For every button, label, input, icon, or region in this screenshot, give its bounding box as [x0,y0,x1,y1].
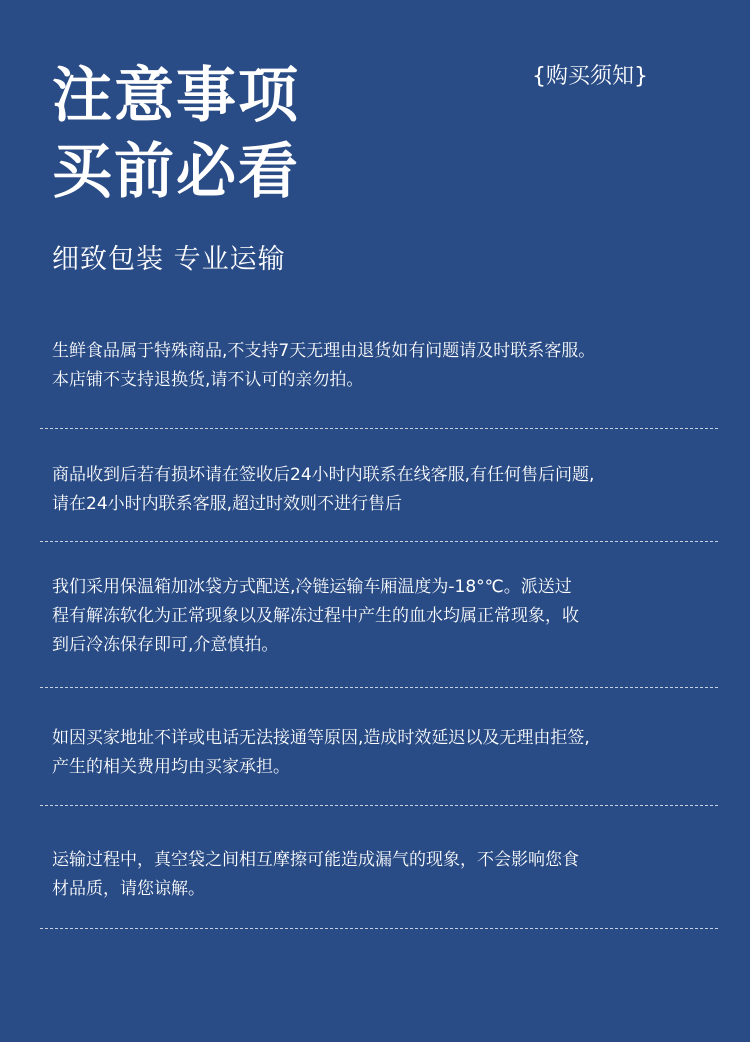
page-title [52,58,300,210]
notice-line: 程有解冻软化为正常现象以及解冻过程中产生的血水均属正常现象，收 [52,606,579,626]
subtitle: 细致包装 专业运输 [52,244,286,275]
notice-item [52,461,712,519]
notice-item [52,846,712,904]
dashed-divider [40,428,718,429]
title-line-1: 注意事项 [52,61,300,131]
notice-line: 到后冷冻保存即可,介意慎拍。 [52,635,279,655]
notice-line: 我们采用保温箱加冰袋方式配送,冷链运输车厢温度为-18°℃。派送过 [52,577,572,597]
dashed-divider [40,687,718,688]
notice-item [52,724,712,782]
notice-line: 材品质，请您谅解。 [52,879,205,899]
notice-item [52,573,712,660]
dashed-divider [40,805,718,806]
dashed-divider [40,541,718,542]
notice-line: 本店铺不支持退换货,请不认可的亲勿拍。 [52,370,364,390]
notice-line: 商品收到后若有损坏请在签收后24小时内联系在线客服,有任何售后问题, [52,465,595,485]
notice-line: 运输过程中，真空袋之间相互摩擦可能造成漏气的现象，不会影响您食 [52,850,579,870]
title-line-2: 买前必看 [52,137,300,207]
notice-line: 请在24小时内联系客服,超过时效则不进行售后 [52,494,403,514]
notice-line: 产生的相关费用均由买家承担。 [52,757,290,777]
notice-item [52,337,712,395]
purchase-notice-tag: {购买须知} [532,64,648,89]
dashed-divider [40,928,718,929]
notice-line: 生鲜食品属于特殊商品,不支持7天无理由退货如有问题请及时联系客服。 [52,341,596,361]
notice-line: 如因买家地址不详或电话无法接通等原因,造成时效延迟以及无理由拒签, [52,728,590,748]
